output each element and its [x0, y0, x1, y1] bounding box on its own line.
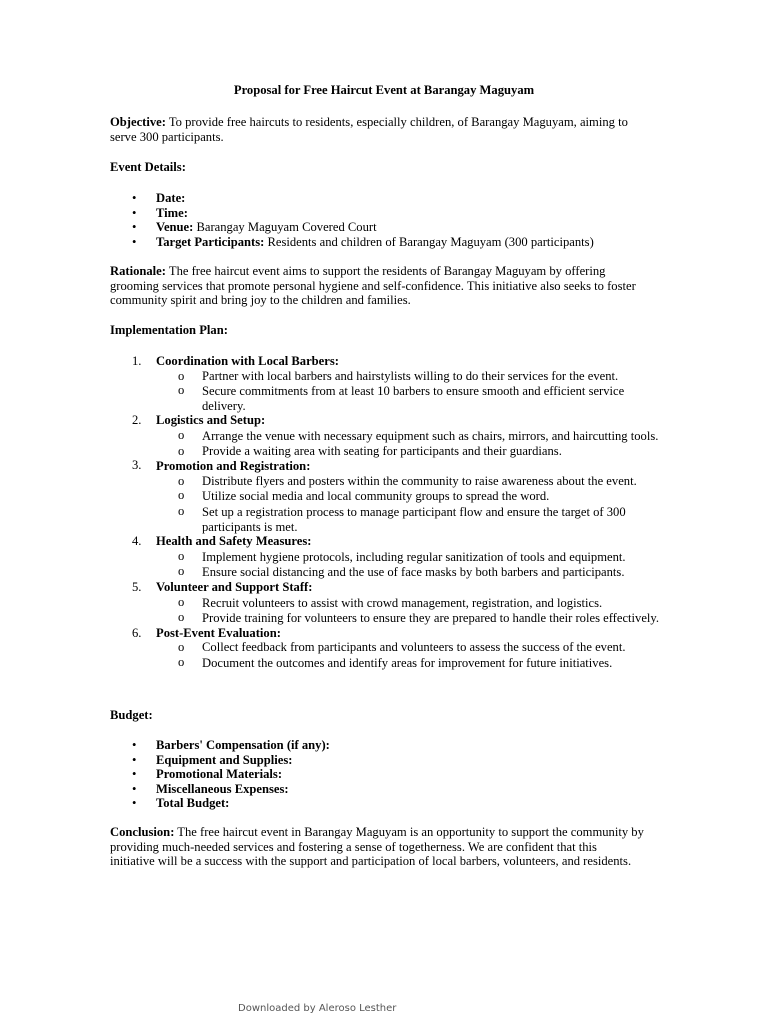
conclusion-paragraph: Conclusion: The free haircut event in Barangay Maguyam is an opportunity to support the community by providing much-needed services and fostering a sense of togetherness. We are confident that this initiative will be a success with the support and participation of local barbers, volunteers, and residents. [110, 825, 644, 869]
objective-label: Objective: [110, 115, 166, 129]
list-item: • Equipment and Supplies: [110, 753, 660, 768]
sub-item: o Arrange the venue with necessary equipment such as chairs, mirrors, and haircutting tools. [178, 427, 659, 443]
list-item: • Target Participants: Residents and children of Barangay Maguyam (300 participants) [110, 235, 660, 250]
sub-item: o Partner with local barbers and hairstylists willing to do their services for the event. [178, 368, 619, 383]
sub-item: o Provide a waiting area with seating for participants and their guardians. [178, 443, 562, 458]
download-footer: Downloaded by Aleroso Lesther [238, 1003, 397, 1014]
event-details-list [110, 191, 660, 249]
list-item: • Promotional Materials: [110, 767, 660, 782]
list-item: 5. Volunteer and Support Staff: o Recruit volunteers to assist with crowd management, registration, and logistics. o Provide training for volunteers to ensure they are prepared to handle their roles effectively. [110, 580, 670, 626]
sub-item: o Set up a registration process to manage participant flow and ensure the target of 300 participants is met. [178, 503, 626, 534]
sub-item: o Distribute flyers and posters within the community to raise awareness about the event. [178, 473, 637, 488]
list-item: 2. Logistics and Setup: o Arrange the venue with necessary equipment such as chairs, mirrors, and haircutting tools. o Provide a waiting area with seating for participants and their guardians. [110, 413, 670, 458]
sub-item: o Recruit volunteers to assist with crowd management, registration, and logistics. [178, 594, 603, 610]
conclusion-label: Conclusion: [110, 825, 175, 839]
sub-item: o Secure commitments from at least 10 barbers to ensure smooth and efficient service delivery. [178, 383, 625, 413]
list-item: • Date: [110, 191, 660, 206]
rationale-paragraph: Rationale: The free haircut event aims to support the residents of Barangay Maguyam by offering grooming services that promote personal hygiene and self-confidence. This initiative also seeks to foster community spirit and bring joy to the children and families. [110, 264, 636, 308]
list-item: 4. Health and Safety Measures: o Implement hygiene protocols, including regular sanitization of tools and equipment. o Ensure social distancing and the use of face masks by both barbers and participants. [110, 534, 670, 580]
list-item: • Venue: Barangay Maguyam Covered Court [110, 220, 660, 235]
rationale-label: Rationale: [110, 264, 166, 278]
list-item: • Total Budget: [110, 796, 660, 811]
implementation-list [110, 354, 670, 670]
list-item: 3. Promotion and Registration: o Distribute flyers and posters within the community to raise awareness about the event. o Utilize social media and local community groups to spread the word. o Set up a registration process to manage participant flow and ensure the target of 300 participants is met. [110, 458, 670, 534]
sub-item: o Ensure social distancing and the use of face masks by both barbers and participants. [178, 564, 625, 580]
document-title: Proposal for Free Haircut Event at Barangay Maguyam [233, 83, 535, 97]
list-item: 6. Post-Event Evaluation: o Collect feedback from participants and volunteers to assess the success of the event. o Document the outcomes and identify areas for improvement for future initiatives. [110, 626, 670, 671]
event-details-heading: Event Details: [110, 160, 186, 174]
budget-heading: Budget: [110, 708, 153, 722]
sub-item: o Provide training for volunteers to ensure they are prepared to handle their roles effectively. [178, 610, 660, 626]
list-item: • Barbers' Compensation (if any): [110, 738, 660, 753]
list-item: 1. Coordination with Local Barbers: o Partner with local barbers and hairstylists willing to do their services for the event. o Secure commitments from at least 10 barbers to ensure smooth and efficient service delivery. [110, 354, 670, 413]
list-item: • Time: [110, 206, 660, 221]
sub-item: o Utilize social media and local community groups to spread the word. [178, 488, 550, 504]
budget-list [110, 738, 660, 811]
sub-item: o Document the outcomes and identify areas for improvement for future initiatives. [178, 654, 613, 670]
implementation-heading: Implementation Plan: [110, 323, 228, 337]
list-item: • Miscellaneous Expenses: [110, 782, 660, 797]
objective-paragraph: Objective: To provide free haircuts to residents, especially children, of Barangay Maguyam, aiming to serve 300 participants. [110, 115, 628, 144]
sub-item: o Implement hygiene protocols, including regular sanitization of tools and equipment. [178, 548, 626, 564]
sub-item: o Collect feedback from participants and volunteers to assess the success of the event. [178, 640, 626, 655]
